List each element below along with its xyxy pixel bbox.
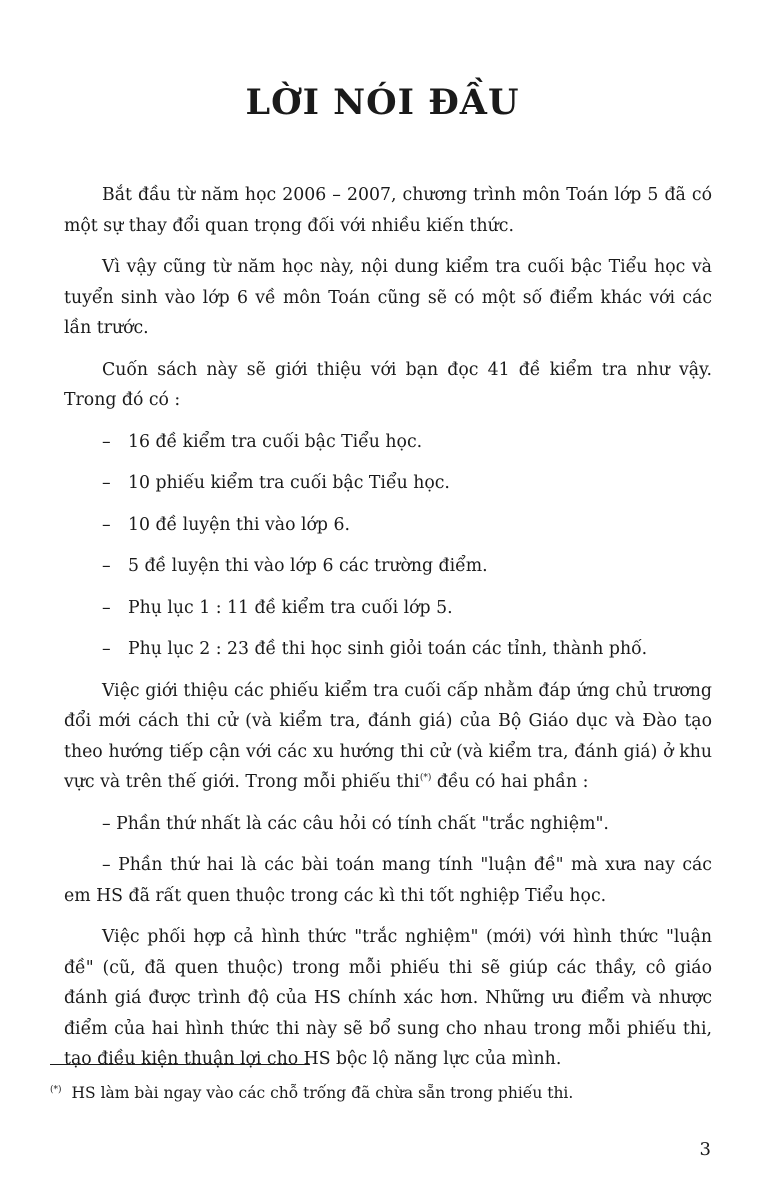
footnote-divider: [50, 1064, 310, 1065]
paragraph-1: Bắt đầu từ năm học 2006 – 2007, chương trình môn Toán lớp 5 đã có một sự thay đổi quan trọng đối với nhiều kiến thức.: [64, 185, 712, 236]
list-item-text: Phụ lục 1 : 11 đề kiểm tra cuối lớp 5.: [128, 597, 453, 618]
list-item-text: 10 đề luyện thi vào lớp 6.: [128, 514, 350, 535]
paragraph-2: Vì vậy cũng từ năm học này, nội dung kiểm tra cuối bậc Tiểu học và tuyển sinh vào lớp 6 về môn Toán cũng sẽ có một số điểm khác với các lần trước.: [64, 257, 712, 338]
footnote-text: HS làm bài ngay vào các chỗ trống đã chừa sẵn trong phiếu thi.: [71, 1084, 574, 1102]
list-dash: –: [102, 597, 111, 618]
footnote: [50, 1078, 710, 1105]
page-title: LỜI NÓI ĐẦU: [245, 82, 520, 123]
list-item: [64, 468, 712, 499]
list-item-text: Phụ lục 2 : 23 đề thi học sinh giỏi toán các tỉnh, thành phố.: [128, 639, 648, 659]
part-1-description: – Phần thứ nhất là các câu hỏi có tính chất "trắc nghiệm".: [102, 813, 609, 834]
part-2-description: – Phần thứ hai là các bài toán mang tính "luận đề" mà xưa nay các em HS đã rất quen thuộc trong các kì thi tốt nghiệp Tiểu học.: [64, 855, 712, 906]
list-item-text: 16 đề kiểm tra cuối bậc Tiểu học.: [128, 431, 423, 452]
list-item-text: 5 đề luyện thi vào lớp 6 các trường điểm.: [128, 556, 488, 576]
paragraph-4: [64, 676, 712, 798]
list-dash: –: [102, 431, 111, 452]
list-item: [64, 551, 712, 582]
list-dash: –: [102, 514, 111, 535]
list-item: [64, 634, 712, 665]
list-item: [64, 593, 712, 624]
paragraph-4-text: Việc giới thiệu các phiếu kiểm tra cuối cấp nhằm đáp ứng chủ trương đổi mới cách thi cử (và kiểm tra, đánh giá) của Bộ Giáo dục và Đào tạo theo hướng tiếp cận với các xu hướng thi cử (và kiểm tra, đánh giá) ở khu vực và trên thế giới. Trong mỗi phiếu thi: [64, 680, 712, 792]
list-dash: –: [102, 639, 111, 659]
body-text: [64, 180, 712, 1086]
footnote-mark: (*): [50, 1085, 62, 1095]
paragraph-3: Cuốn sách này sẽ giới thiệu với bạn đọc 41 đề kiểm tra như vậy. Trong đó có :: [64, 359, 712, 410]
footnote-reference: (*): [419, 773, 432, 783]
paragraph-5: Việc phối hợp cả hình thức "trắc nghiệm" (mới) với hình thức "luận đề" (cũ, đã quen thuộc) trong mỗi phiếu thi sẽ giúp các thầy, cô giáo đánh giá được trình độ của HS chính xác hơn. Những ưu điểm và nhược điểm của hai hình thức thi này sẽ bổ sung cho nhau trong mỗi phiếu thi, tạo điều kiện thuận lợi cho HS bộc lộ năng lực của mình.: [64, 927, 712, 1069]
list-item: [64, 510, 712, 541]
list-dash: –: [102, 473, 111, 493]
paragraph-4-tail: đều có hai phần :: [431, 772, 589, 792]
list-item-text: 10 phiếu kiểm tra cuối bậc Tiểu học.: [128, 473, 450, 493]
list-dash: –: [102, 556, 111, 576]
list-item: [64, 427, 712, 458]
page-number: 3: [699, 1139, 711, 1160]
